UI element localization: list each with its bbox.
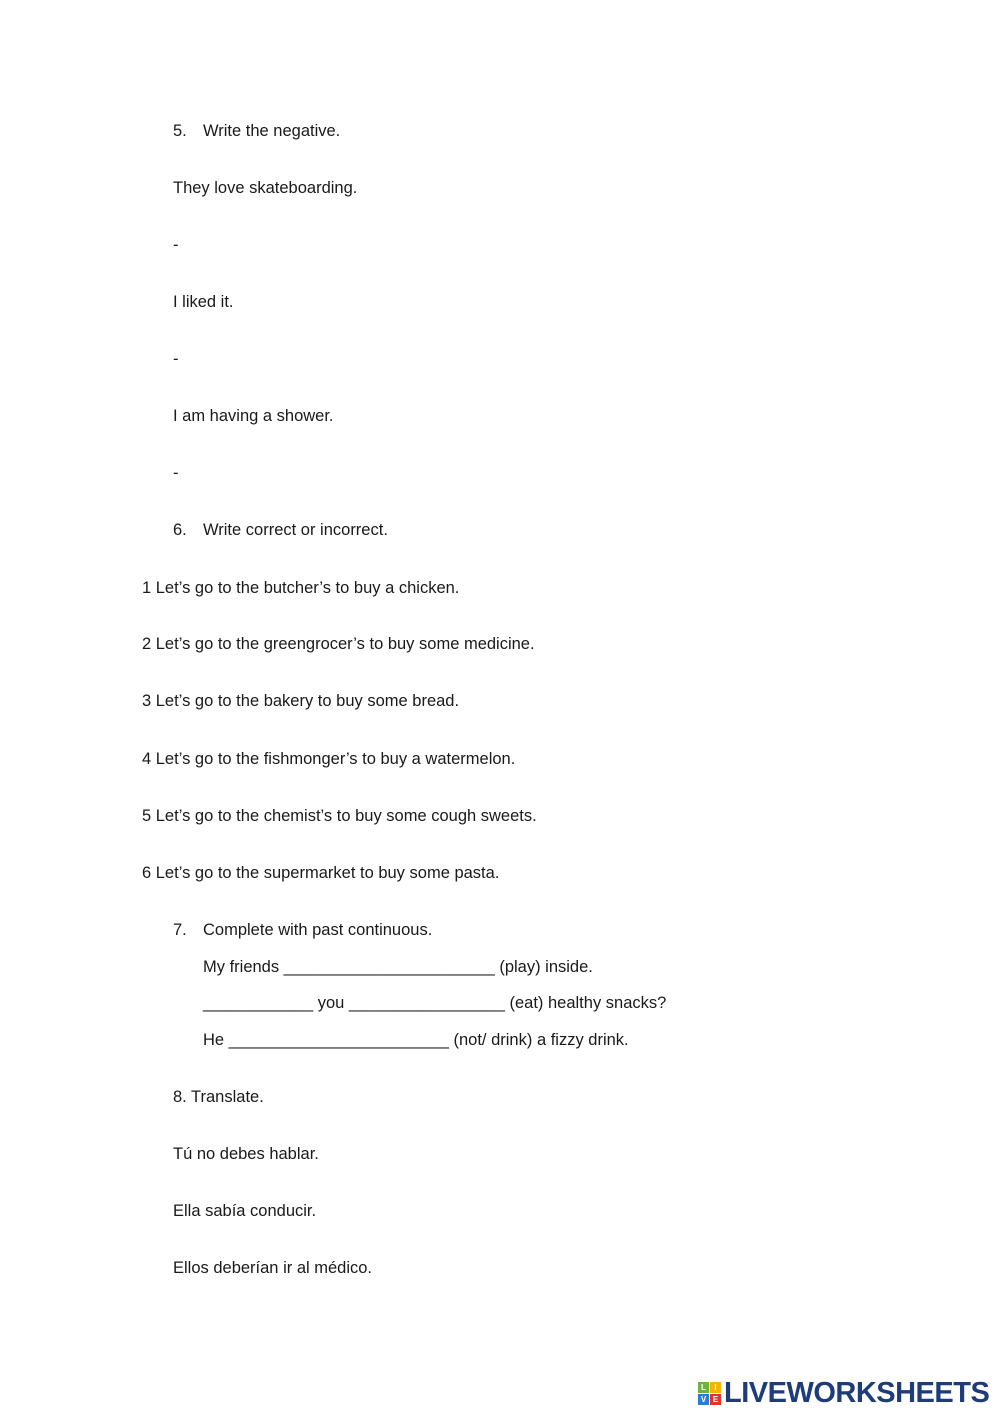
q5-answer-1[interactable]: - xyxy=(173,236,179,254)
q7-item-1[interactable]: My friends _______________________ (play) inside. xyxy=(203,958,593,976)
liveworksheets-logo xyxy=(698,1377,989,1410)
q5-number: 5. xyxy=(173,122,187,140)
q8-heading: 8. Translate. xyxy=(173,1088,264,1106)
logo-tile: V xyxy=(698,1394,709,1405)
logo-text: LIVEWORKSHEETS xyxy=(724,1377,990,1409)
logo-tile: I xyxy=(710,1382,721,1393)
q7-heading xyxy=(173,919,432,941)
q5-answer-2[interactable]: - xyxy=(173,350,179,368)
q6-heading xyxy=(173,519,388,541)
q6-item-5: 5 Let’s go to the chemist’s to buy some cough sweets. xyxy=(142,807,537,825)
q8-item-3: Ellos deberían ir al médico. xyxy=(173,1259,373,1277)
q8-item-1: Tú no debes hablar. xyxy=(173,1145,319,1163)
q5-sentence-1: They love skateboarding. xyxy=(173,179,358,197)
q7-number: 7. xyxy=(173,921,187,939)
logo-tile: L xyxy=(698,1382,709,1393)
q6-item-6: 6 Let’s go to the supermarket to buy some pasta. xyxy=(142,864,500,882)
q8-item-2: Ella sabía conducir. xyxy=(173,1202,317,1220)
q5-sentence-2: I liked it. xyxy=(173,293,234,311)
q5-answer-3[interactable]: - xyxy=(173,464,179,482)
q5-heading-text: Write the negative. xyxy=(203,122,341,140)
q6-item-4: 4 Let’s go to the fishmonger’s to buy a watermelon. xyxy=(142,750,516,768)
logo-tile: E xyxy=(710,1394,721,1405)
q6-heading-text: Write correct or incorrect. xyxy=(203,521,388,539)
q7-heading-text: Complete with past continuous. xyxy=(203,921,433,939)
q7-item-3[interactable]: He ________________________ (not/ drink) a fizzy drink. xyxy=(203,1031,629,1049)
q6-item-2: 2 Let’s go to the greengrocer’s to buy some medicine. xyxy=(142,635,535,653)
q6-item-1: 1 Let’s go to the butcher’s to buy a chicken. xyxy=(142,579,460,597)
q7-item-2[interactable]: ____________ you _________________ (eat) healthy snacks? xyxy=(203,994,667,1012)
q5-sentence-3: I am having a shower. xyxy=(173,407,334,425)
logo-tiles-icon xyxy=(698,1382,721,1405)
q6-item-3: 3 Let’s go to the bakery to buy some bread. xyxy=(142,692,460,710)
q5-heading xyxy=(173,120,340,142)
q6-number: 6. xyxy=(173,521,187,539)
